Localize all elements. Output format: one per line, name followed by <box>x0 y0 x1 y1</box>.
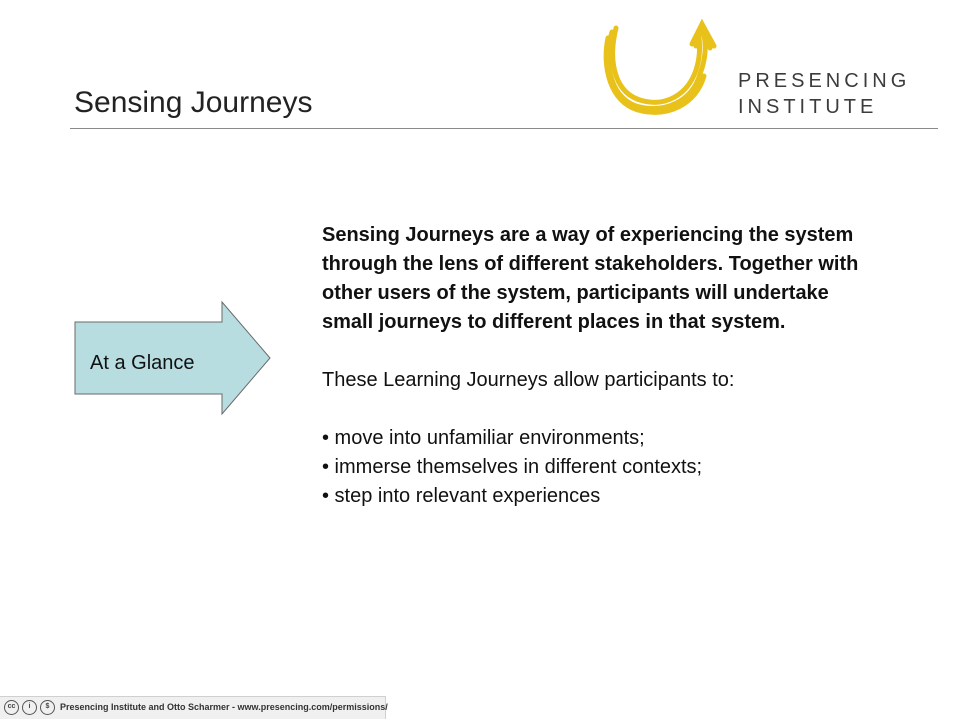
slide-title: Sensing Journeys <box>74 86 313 119</box>
list-item: • move into unfamiliar environments; <box>322 427 645 449</box>
nc-icon: $ <box>40 700 55 715</box>
license-footer <box>0 696 386 719</box>
logo-text-institute: INSTITUTE <box>738 96 878 118</box>
body-text <box>322 221 882 511</box>
title-divider <box>70 128 938 129</box>
at-a-glance-label: At a Glance <box>90 352 195 374</box>
list-item: • immerse themselves in different contexts; <box>322 456 703 478</box>
bullet-list <box>322 424 882 511</box>
presencing-institute-logo <box>596 18 926 122</box>
footer-text: Presencing Institute and Otto Scharmer - www.presencing.com/permissions/ <box>60 702 388 712</box>
lead-sentence: These Learning Journeys allow participants to: <box>322 369 735 391</box>
logo-text-presencing: PRESENCING <box>738 70 911 92</box>
list-item: • step into relevant experiences <box>322 485 601 507</box>
presencing-u-arrow-logo-icon <box>596 18 736 122</box>
by-icon: i <box>22 700 37 715</box>
intro-paragraph: Sensing Journeys are a way of experiencing the system through the lens of different stakeholders. Together with other users of the system, participants will undertake small journeys to different places in that system. <box>322 224 859 333</box>
cc-icon: cc <box>4 700 19 715</box>
